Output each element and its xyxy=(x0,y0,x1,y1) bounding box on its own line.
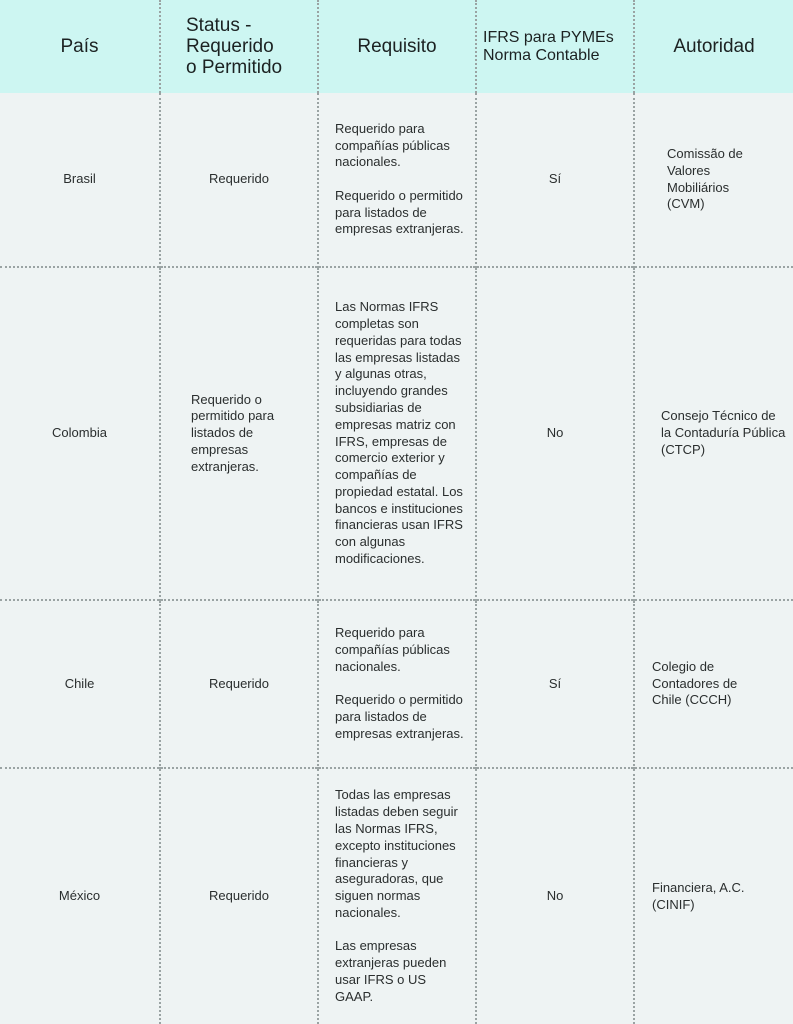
header-requisito-label: Requisito xyxy=(357,36,437,57)
cell-pais: Colombia xyxy=(52,425,107,441)
autoridad-text: Comissão de Valores Mobiliários (CVM) xyxy=(667,145,743,212)
header-status-label: Status - Requerido o Permitido xyxy=(186,15,283,78)
table-body xyxy=(0,93,793,1024)
cell-status: Requerido xyxy=(160,93,318,267)
cell-autoridad xyxy=(634,267,793,600)
requisito-paragraph: Las empresas extranjeras pueden usar IFRS o US GAAP. xyxy=(335,938,447,1004)
requisito-paragraph: Requerido o permitido para listados de empresas extranjeras. xyxy=(335,187,464,237)
cell-pais: México xyxy=(58,888,101,904)
header-autoridad xyxy=(634,0,793,93)
header-ifrs-pymes xyxy=(476,0,634,93)
header-pais-label: País xyxy=(60,36,99,57)
requisito-paragraph: Requerido para compañías públicas nacionales. xyxy=(335,120,450,170)
cell-requisito xyxy=(318,93,476,267)
table-row-chile xyxy=(0,600,793,768)
requisito-paragraph: Todas las empresas listadas deben seguir las Normas IFRS, excepto instituciones financieras y aseguradoras, que siguen normas nacionales. xyxy=(335,787,458,920)
autoridad-text: Consejo Técnico de la Contaduría Pública (CTCP) xyxy=(661,408,786,457)
header-requisito xyxy=(318,0,476,93)
requisito-paragraph: Requerido para compañías públicas nacionales. xyxy=(335,625,450,674)
cell-autoridad xyxy=(634,768,793,1024)
header-ifrs-pymes-label: IFRS para PYMEs Norma Contable xyxy=(483,28,614,64)
requisito-paragraph: Las Normas IFRS completas son requeridas para todas las empresas listadas y algunas otras, incluyendo grandes subsidiarias de empresas matriz con IFRS, empresas de comercio exterior y compañías de propiedad estatal. Los bancos e instituciones financieras usan IFRS con algunas modificaciones. xyxy=(335,299,463,567)
requisito-paragraph: Requerido o permitido para listados de empresas extranjeras. xyxy=(335,692,464,741)
cell-autoridad xyxy=(634,600,793,768)
table-row-colombia xyxy=(0,267,793,600)
cell-status xyxy=(160,267,318,600)
cell-pais: Chile xyxy=(64,675,95,691)
cell-requisito xyxy=(318,600,476,768)
cell-requisito xyxy=(318,768,476,1024)
cell-requisito xyxy=(318,267,476,600)
cell-ifrs-pymes: Sí xyxy=(476,93,634,267)
cell-status: Requerido xyxy=(160,768,318,1024)
cell-ifrs-pymes: No xyxy=(476,267,634,600)
cell-ifrs-pymes: Sí xyxy=(476,600,634,768)
autoridad-text: Financiera, A.C. (CINIF) xyxy=(652,879,745,912)
header-status xyxy=(160,0,318,93)
header-pais xyxy=(0,0,160,93)
table-row-brasil xyxy=(0,93,793,267)
status-text: Requerido o permitido para listados de empresas extranjeras. xyxy=(191,391,275,474)
table-row-mexico xyxy=(0,768,793,1024)
header-row xyxy=(0,0,793,93)
cell-ifrs-pymes: No xyxy=(476,768,634,1024)
header-autoridad-label: Autoridad xyxy=(673,36,755,57)
cell-autoridad xyxy=(634,93,793,267)
cell-status: Requerido xyxy=(160,600,318,768)
cell-pais: Brasil xyxy=(63,171,96,187)
autoridad-text: Colegio de Contadores de Chile (CCCH) xyxy=(652,658,738,708)
table-header xyxy=(0,0,793,93)
